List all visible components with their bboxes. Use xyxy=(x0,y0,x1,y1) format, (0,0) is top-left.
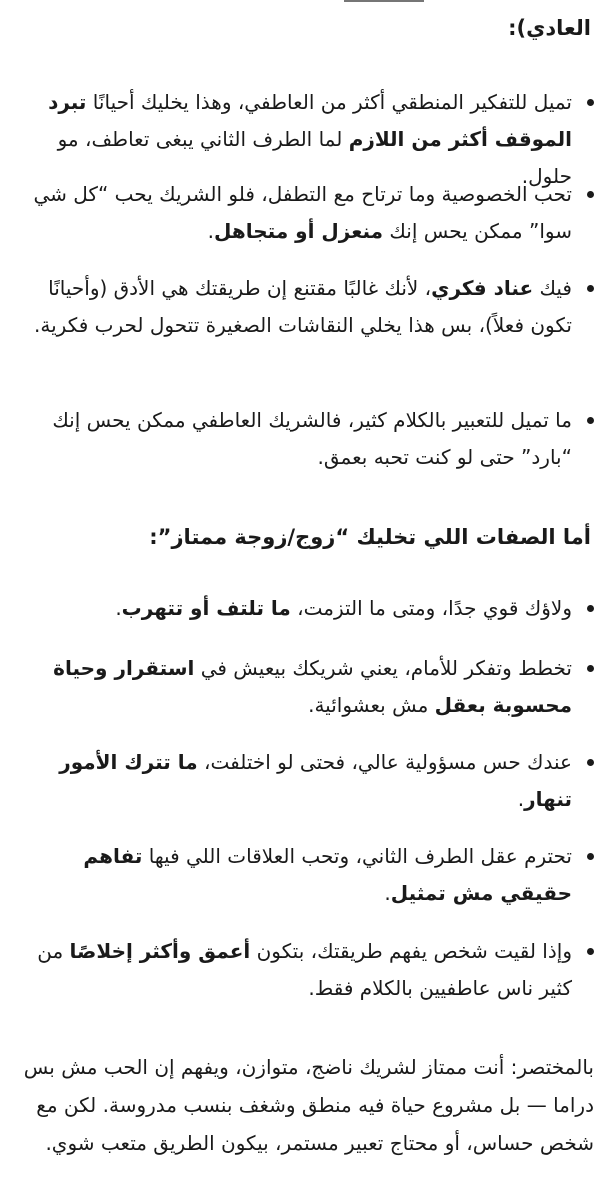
body-text: عندك حس مسؤولية عالي، فحتى لو اختلفت، xyxy=(197,750,572,774)
bullet-icon xyxy=(587,191,594,198)
bullet-icon xyxy=(587,99,594,106)
bullet-icon xyxy=(587,948,594,955)
section-heading-mid: أما الصفات اللي تخليك “زوج/زوجة ممتاز”: xyxy=(149,525,591,549)
emphasis-text: تبرد الموقف أكثر من اللازم xyxy=(48,90,572,151)
list-item-text xyxy=(24,402,572,476)
list-item-text xyxy=(24,650,572,724)
body-text: لما الطرف الثاني يبغى تعاطف، مو حلول. xyxy=(57,127,572,188)
body-text: تحترم عقل الطرف الثاني، وتحب العلاقات اللي فيها xyxy=(142,844,572,868)
summary-paragraph: بالمختصر: أنت ممتاز لشريك ناضج، متوازن، ويفهم إن الحب مش بس دراما — بل مشروع حياة فيه منطق وشغف بنسب مدروسة. لكن مع شخص حساس، أو محتاج تعبير مستمر، بيكون الطريق متعب شوي. xyxy=(23,1055,594,1155)
body-text: ولاؤك قوي جدًا، ومتى ما التزمت، xyxy=(290,596,572,620)
body-text: تميل للتفكير المنطقي أكثر من العاطفي، وهذا يخليك أحيانًا xyxy=(86,90,572,114)
cropped-text-fragment xyxy=(344,0,424,8)
emphasis-text: أعمق وأكثر إخلاصًا xyxy=(69,939,251,963)
body-text: . xyxy=(115,596,122,620)
body-text: مش بعشوائية. xyxy=(308,693,435,717)
emphasis-text: استقرار وحياة محسوبة بعقل xyxy=(53,656,572,717)
list-item xyxy=(24,270,594,344)
body-text: وإذا لقيت شخص يفهم طريقتك، بتكون xyxy=(250,939,572,963)
emphasis-text: ما تلتف أو تتهرب xyxy=(121,596,291,620)
body-text: من كثير ناس عاطفيين بالكلام فقط. xyxy=(37,939,572,1000)
list-item-text xyxy=(24,590,572,627)
list-item xyxy=(24,590,594,627)
emphasis-text: ما تترك الأمور تنهار xyxy=(59,750,572,811)
body-text: تحب الخصوصية وما ترتاح مع التطفل، فلو الشريك يحب “كل شي سوا” ممكن يحس إنك xyxy=(33,182,572,243)
bullet-icon xyxy=(587,417,594,424)
bullet-icon xyxy=(587,665,594,672)
bullet-icon xyxy=(587,853,594,860)
list-item-text xyxy=(24,838,572,912)
body-text: فيك xyxy=(533,276,572,300)
body-text: ما تميل للتعبير بالكلام كثير، فالشريك العاطفي ممكن يحس إنك “بارد” حتى لو كنت تحبه بعمق. xyxy=(52,408,572,469)
list-item-text xyxy=(24,176,572,250)
list-item xyxy=(24,933,594,1007)
bullet-icon xyxy=(587,285,594,292)
body-text: تخطط وتفكر للأمام، يعني شريكك بيعيش في xyxy=(194,656,572,680)
bullet-icon xyxy=(587,605,594,612)
list-item xyxy=(24,744,594,818)
emphasis-text: عناد فكري xyxy=(431,276,534,300)
body-text: . xyxy=(207,219,215,243)
list-item-text xyxy=(24,270,572,344)
emphasis-text: منعزل أو متجاهل xyxy=(214,219,384,243)
body-text: . xyxy=(384,881,391,905)
list-item xyxy=(24,650,594,724)
emphasis-text: تفاهم حقيقي مش تمثيل xyxy=(83,844,572,905)
list-item xyxy=(24,176,594,250)
list-item xyxy=(24,838,594,912)
body-text: . xyxy=(517,787,525,811)
bullet-icon xyxy=(587,759,594,766)
list-item xyxy=(24,402,594,476)
body-text: ، لأنك غالبًا مقتنع إن طريقتك هي الأدق (وأحيانًا تكون فعلاً)، بس هذا يخلي النقاشات الصغيرة تتحول لحرب فكرية. xyxy=(34,276,572,337)
list-item-text xyxy=(24,933,572,1007)
section-heading-top: العادي): xyxy=(508,16,591,40)
list-item-text xyxy=(24,744,572,818)
